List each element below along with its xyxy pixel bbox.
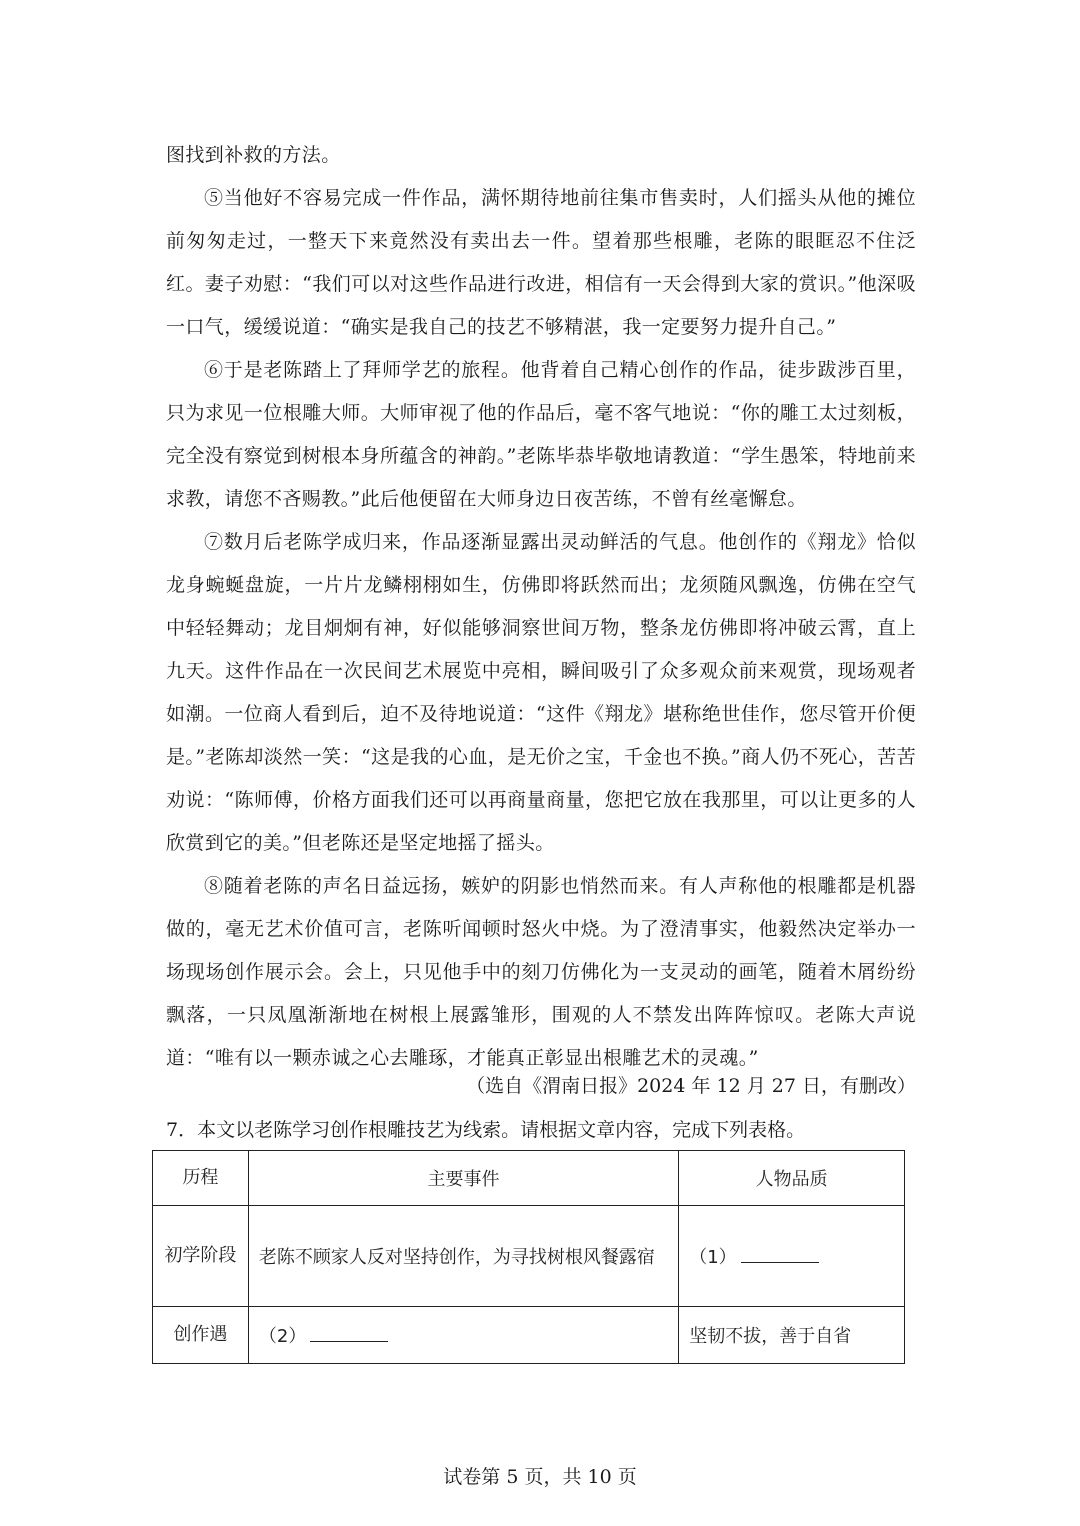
- quality-cell[interactable]: [679, 1206, 905, 1307]
- paragraph-continuation: 图找到补救的方法。: [166, 144, 341, 166]
- header-event: 主要事件: [248, 1151, 678, 1206]
- blank-number-2: （2）: [258, 1326, 307, 1347]
- answer-blank-2[interactable]: [310, 1323, 388, 1342]
- stage-cell: [153, 1307, 249, 1364]
- header-stage: 历程: [153, 1151, 249, 1206]
- paragraph-5: ⑤当他好不容易完成一件作品，满怀期待地前往集市售卖时，人们摇头从他的摊位前匆匆走过，一整天下来竟然没有卖出去一件。望着那些根雕，老陈的眼眶忍不住泛红。妻子劝慰：“我们可以对这些作品进行改进，相信有一天会得到大家的赏识。”他深吸一口气，缓缓说道：“确实是我自己的技艺不够精湛，我一定要努力提升自己。”: [166, 187, 916, 338]
- table-row: [153, 1206, 905, 1307]
- stage-label: 初学阶段: [164, 1245, 237, 1266]
- header-quality: 人物品质: [679, 1151, 905, 1206]
- quality-cell: [679, 1307, 905, 1364]
- source-citation: （选自《渭南日报》2024 年 12 月 27 日，有删改）: [466, 1075, 916, 1097]
- table-header-row: [153, 1151, 905, 1206]
- event-cell: [248, 1206, 678, 1307]
- table-row: [153, 1307, 905, 1364]
- paragraph-8: ⑧随着老陈的声名日益远扬，嫉妒的阴影也悄然而来。有人声称他的根雕都是机器做的，毫无艺术价值可言，老陈听闻顿时怒火中烧。为了澄清事实，他毅然决定举办一场现场创作展示会。会上，只见他手中的刻刀仿佛化为一支灵动的画笔，随着木屑纷纷飘落，一只凤凰渐渐地在树根上展露雏形，围观的人不禁发出阵阵惊叹。老陈大声说道：“唯有以一颗赤诚之心去雕琢，才能真正彰显出根雕艺术的灵魂。”: [166, 875, 916, 1069]
- paragraph-6: ⑥于是老陈踏上了拜师学艺的旅程。他背着自己精心创作的作品，徒步跋涉百里，只为求见一位根雕大师。大师审视了他的作品后，毫不客气地说：“你的雕工太过刻板，完全没有察觉到树根本身所蕴含的神韵。”老陈毕恭毕敬地请教道：“学生愚笨，特地前来求教，请您不吝赐教。”此后他便留在大师身边日夜苦练，不曾有丝毫懈怠。: [166, 359, 916, 510]
- answer-table: [152, 1150, 905, 1364]
- quality-text: 坚韧不拔，善于自省: [689, 1326, 852, 1347]
- stage-label: 创作遇: [173, 1324, 228, 1345]
- event-text: 老陈不顾家人反对坚持创作，为寻找树根风餐露宿: [258, 1247, 655, 1268]
- paragraph-7: ⑦数月后老陈学成归来，作品逐渐显露出灵动鲜活的气息。他创作的《翔龙》恰似龙身蜿蜒盘旋，一片片龙鳞栩栩如生，仿佛即将跃然而出；龙须随风飘逸，仿佛在空气中轻轻舞动；龙目炯炯有神，好似能够洞察世间万物，整条龙仿佛即将冲破云霄，直上九天。这件作品在一次民间艺术展览中亮相，瞬间吸引了众多观众前来观赏，现场观者如潮。一位商人看到后，迫不及待地说道：“这件《翔龙》堪称绝世佳作，您尽管开价便是。”老陈却淡然一笑：“这是我的心血，是无价之宝，千金也不换。”商人仍不死心，苦苦劝说：“陈师傅，价格方面我们还可以再商量商量，您把它放在我那里，可以让更多的人欣赏到它的美。”但老陈还是坚定地摇了摇头。: [166, 531, 916, 854]
- question-7: 7．本文以老陈学习创作根雕技艺为线索。请根据文章内容，完成下列表格。: [166, 1119, 806, 1141]
- answer-blank-1[interactable]: [741, 1244, 819, 1263]
- event-cell[interactable]: [248, 1307, 678, 1364]
- page-footer: 试卷第 5 页，共 10 页: [443, 1466, 637, 1488]
- stage-cell: [153, 1206, 249, 1307]
- passage: [166, 134, 916, 1080]
- blank-number-1: （1）: [689, 1247, 737, 1268]
